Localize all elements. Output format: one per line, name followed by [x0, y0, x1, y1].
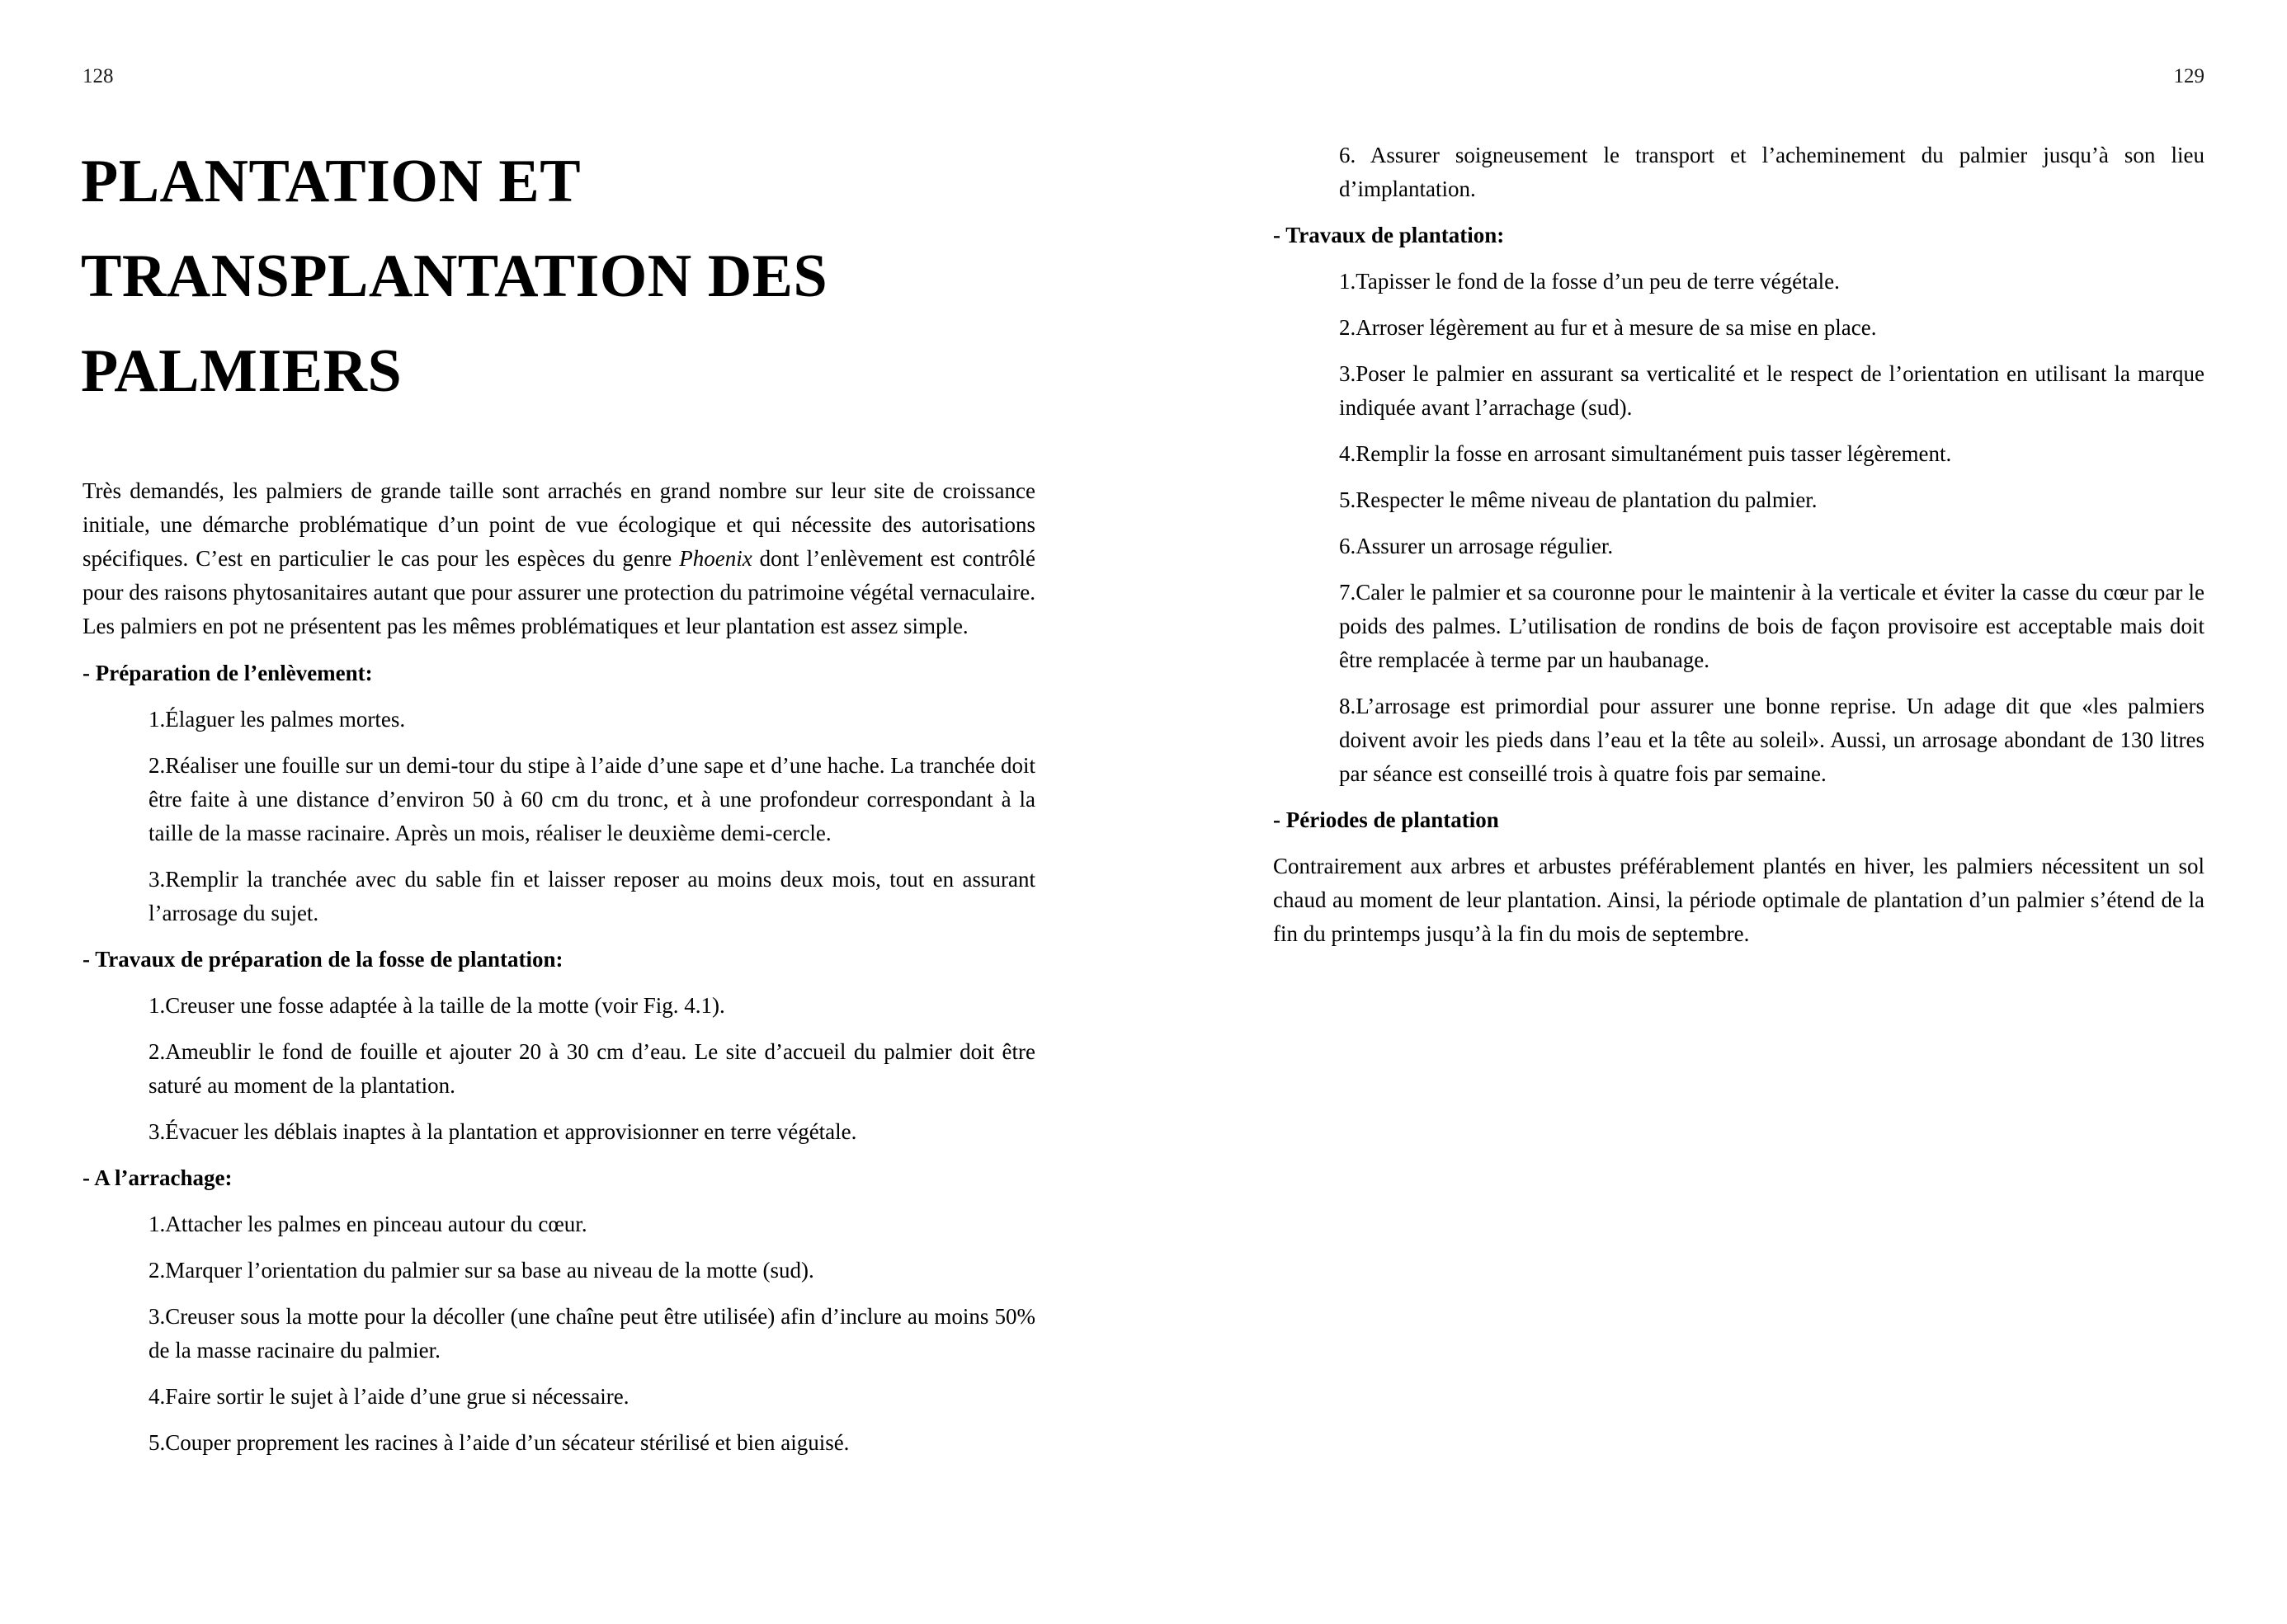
list-item: 4.Faire sortir le sujet à l’aide d’une grue si nécessaire. [149, 1384, 630, 1409]
list-item: 3.Remplir la tranchée avec du sable fin et laisser reposer au moins deux mois, tout en assurant l’arrosage du sujet. [149, 867, 1035, 925]
intro-text-before: Très demandés, les palmiers de grande taille sont arrachés en grand nombre sur leur site de croissance initiale, une démarche problématique d’un point de vue écologique et qui nécessite des autorisations spécifiques. C’est en particulier le cas pour les espèces du genre [83, 478, 1035, 571]
list-item: 3.Évacuer les déblais inaptes à la plantation et approvisionner en terre végétale. [149, 1119, 857, 1144]
list-item: 2.Marquer l’orientation du palmier sur sa base au niveau de la motte (sud). [149, 1258, 814, 1283]
genus-name-italic: Phoenix [679, 546, 752, 571]
list-item: 2.Arroser légèrement au fur et à mesure de sa mise en place. [1339, 315, 1877, 340]
section-heading-travaux-fosse: - Travaux de préparation de la fosse de plantation: [83, 947, 563, 972]
list-item: 1.Attacher les palmes en pinceau autour du cœur. [149, 1212, 587, 1236]
section-heading-preparation-enlevement: - Préparation de l’enlèvement: [83, 661, 373, 685]
list-item: 5.Couper proprement les racines à l’aide d’un sécateur stérilisé et bien aiguisé. [149, 1430, 850, 1455]
chapter-title-line-2: TRANSPLANTATION DES [81, 242, 828, 310]
intro-paragraph [83, 474, 1035, 643]
list-item: 2.Ameublir le fond de fouille et ajouter 20 à 30 cm d’eau. Le site d’accueil du palmier doit être saturé au moment de la plantation. [149, 1039, 1035, 1098]
right-text-column [1273, 139, 2204, 963]
list-item: 3.Poser le palmier en assurant sa verticalité et le respect de l’orientation en utilisant la marque indiquée avant l’arrachage (sud). [1339, 361, 2204, 420]
list-item: 6.Assurer un arrosage régulier. [1339, 534, 1614, 558]
section-heading-periodes-plantation: - Périodes de plantation [1273, 807, 1499, 832]
list-item-continued: 6. Assurer soigneusement le transport et l’acheminement du palmier jusqu’à son lieu d’implantation. [1339, 143, 2204, 201]
chapter-title-line-1: PLANTATION ET [81, 148, 582, 215]
list-item: 1.Élaguer les palmes mortes. [149, 707, 406, 732]
chapter-title [81, 134, 1038, 419]
list-item: 1.Tapisser le fond de la fosse d’un peu de terre végétale. [1339, 269, 1840, 294]
page-number-left: 128 [83, 65, 114, 87]
list-item: 4.Remplir la fosse en arrosant simultanément puis tasser légèrement. [1339, 441, 1952, 466]
page-number-right: 129 [2173, 65, 2204, 87]
intro-text-after: dont l’enlèvement est contrôlé pour des raisons phytosanitaires autant que pour assurer une protection du patrimoine végétal vernaculaire. Les palmiers en pot ne présentent pas les mêmes problématiques et leur plantation est assez simple. [83, 546, 1036, 638]
section-heading-travaux-plantation: - Travaux de plantation: [1273, 223, 1505, 247]
list-item: 3.Creuser sous la motte pour la décoller (une chaîne peut être utilisée) afin d’inclure au moins 50% de la masse racinaire du palmier. [149, 1304, 1035, 1363]
section-heading-arrachage: - A l’arrachage: [83, 1165, 233, 1190]
left-text-column [83, 474, 1035, 1460]
periodes-paragraph: Contrairement aux arbres et arbustes préférablement plantés en hiver, les palmiers nécessitent un sol chaud au moment de leur plantation. Ainsi, la période optimale de plantation d’un palmier s’étend de la fin du printemps jusqu’à la fin du mois de septembre. [1273, 854, 2204, 946]
list-item: 8.L’arrosage est primordial pour assurer une bonne reprise. Un adage dit que «les palmiers doivent avoir les pieds dans l’eau et la tête au soleil». Aussi, un arrosage abondant de 130 litres par séance est conseillé trois à quatre fois par semaine. [1339, 694, 2204, 786]
list-item: 2.Réaliser une fouille sur un demi-tour du stipe à l’aide d’une sape et d’une hache. La tranchée doit être faite à une distance d’environ 50 à 60 cm du tronc, et à une profondeur correspondant à la taille de la masse racinaire. Après un mois, réaliser le deuxième demi-cercle. [149, 753, 1035, 845]
list-item: 1.Creuser une fosse adaptée à la taille de la motte (voir Fig. 4.1). [149, 993, 725, 1018]
chapter-title-line-3: PALMIERS [81, 337, 403, 405]
list-item: 5.Respecter le même niveau de plantation du palmier. [1339, 487, 1818, 512]
list-item: 7.Caler le palmier et sa couronne pour le maintenir à la verticale et éviter la casse du cœur par le poids des palmes. L’utilisation de rondins de bois de façon provisoire est acceptable mais doit être remplacée à terme par un haubanage. [1339, 580, 2204, 672]
